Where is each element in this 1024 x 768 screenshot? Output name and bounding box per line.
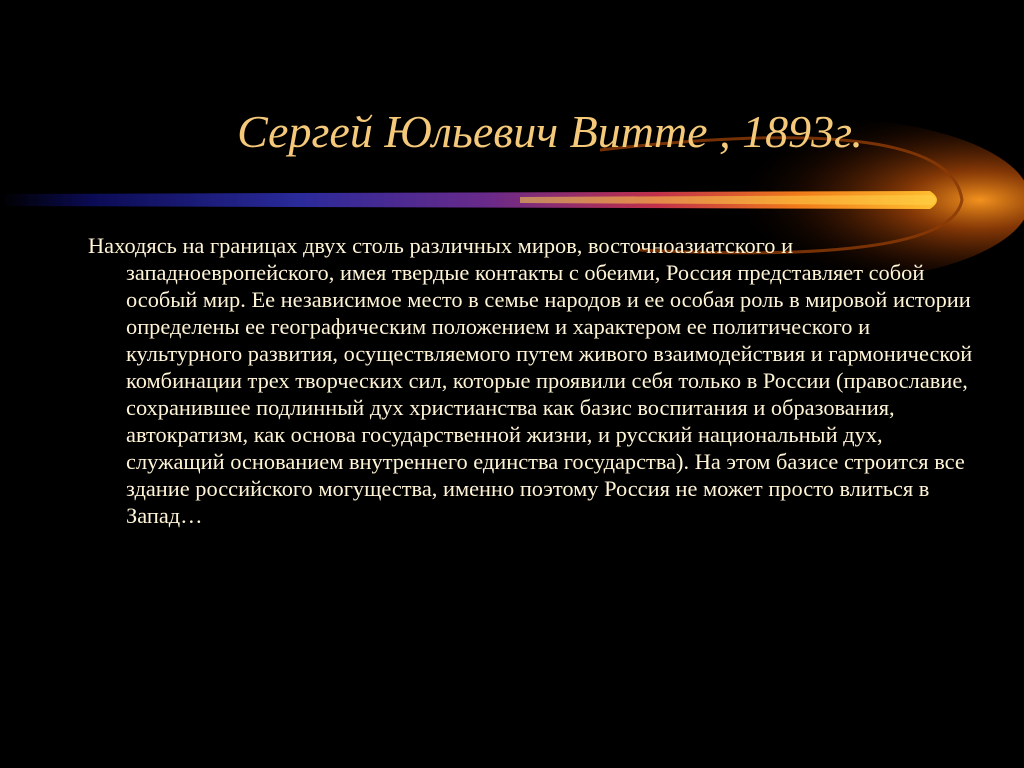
slide-title: Сергей Юльевич Витте , 1893г.	[237, 106, 863, 157]
slide-body-text: Находясь на границах двух столь различных миров, восточноазиатского и западноевропейского, имея твердые контакты с обеими, Россия представляет собой особый мир. Ее независимое место в семье народов и ее особая роль в мировой истории определены ее географическим положением и характером ее политического и культурного развития, осуществляемого путем живого взаимодействия и гармонической комбинации трех творческих сил, которые проявили себя только в России (православие, сохранившее подлинный дух христианства как базис воспитания и образования, автократизм, как основа государственной жизни, и русский национальный дух, служащий основанием внутреннего единства государства). На этом базисе строится все здание российского могущества, именно поэтому Россия не может просто влиться в Запад…	[88, 233, 973, 528]
